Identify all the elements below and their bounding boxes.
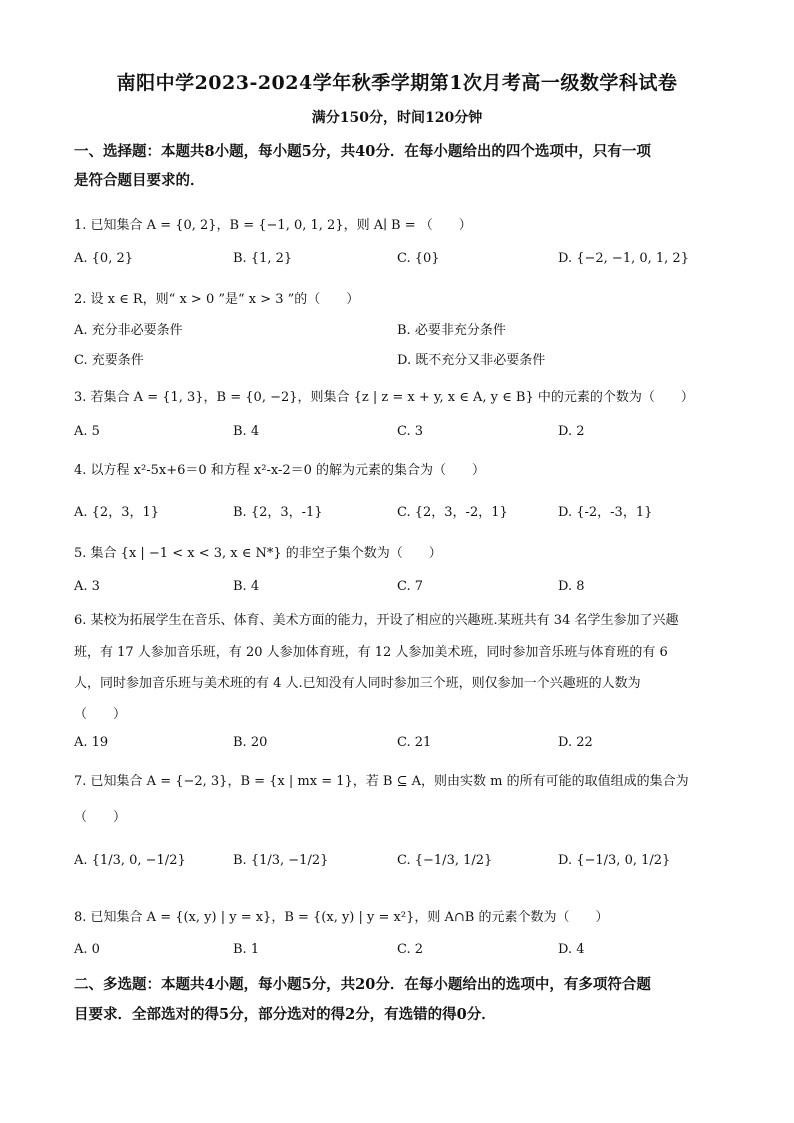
section-heading-2: 二、多选题：本题共4小题，每小题5分，共20分．在每小题给出的选项中，有多项符合题 <box>74 976 651 993</box>
q6-option-b: B. 20 <box>233 735 268 750</box>
q5-option-d: D. 8 <box>558 579 585 594</box>
q7-option-c: C. {−1/3, 1/2} <box>397 853 493 868</box>
page-subtitle: 满分150分，时间120分钟 <box>311 110 483 126</box>
q7-option-a: A. {1/3, 0, −1/2} <box>74 853 186 868</box>
page-title: 南阳中学2023-2024学年秋季学期第1次月考高一级数学科试卷 <box>116 72 678 94</box>
q5-option-b: B. 4 <box>233 579 260 594</box>
q6-option-c: C. 21 <box>397 735 432 750</box>
q1-option-c: C. {0} <box>397 251 440 266</box>
q1-option-b: B. {1, 2} <box>233 251 293 266</box>
q6-option-a: A. 19 <box>74 735 109 750</box>
q2-option-b: B. 必要非充分条件 <box>397 323 506 338</box>
q5-option-c: C. 7 <box>397 579 424 594</box>
question-6-line-2: 班，有 17 人参加音乐班，有 20 人参加体育班，有 12 人参加美术班，同时参加音乐班与体育班的有 6 <box>74 645 668 660</box>
question-6-line-4: （ ） <box>74 707 127 722</box>
q3-option-d: D. 2 <box>558 424 585 439</box>
q4-option-a: A. {2，3，1} <box>74 505 160 520</box>
question-2: 2. 设 x ∈ R，则“ x > 0 ”是“ x > 3 ”的（ ） <box>74 292 360 307</box>
question-7-line-1: 7. 已知集合 A = {−2, 3}，B = {x | mx = 1}，若 B ⊆ A，则由实数 m 的所有可能的取值组成的集合为 <box>74 774 689 789</box>
q3-option-b: B. 4 <box>233 424 260 439</box>
question-1: 1. 已知集合 A = {0, 2}，B = {−1, 0, 1, 2}，则 A∣ B = （ ） <box>74 218 472 233</box>
q6-option-d: D. 22 <box>558 735 593 750</box>
q7-option-b: B. {1/3, −1/2} <box>233 853 329 868</box>
q3-option-a: A. 5 <box>74 424 100 439</box>
q4-option-d: D. {-2，-3，1} <box>558 505 653 520</box>
q2-option-d: D. 既不充分又非必要条件 <box>397 353 546 368</box>
q4-option-c: C. {2，3，-2，1} <box>397 505 508 520</box>
question-6-line-3: 人，同时参加音乐班与美术班的有 4 人.已知没有人同时参加三个班，则仅参加一个兴趣班的人数为 <box>74 676 641 691</box>
question-8: 8. 已知集合 A = {(x, y) | y = x}，B = {(x, y) | y = x²}，则 A∩B 的元素个数为（ ） <box>74 910 609 925</box>
q2-option-c: C. 充要条件 <box>74 353 144 368</box>
section-heading-1: 一、选择题：本题共8小题，每小题5分，共40分．在每小题给出的四个选项中，只有一项 <box>74 143 651 160</box>
q1-option-a: A. {0, 2} <box>74 251 134 266</box>
q2-option-a: A. 充分非必要条件 <box>74 323 183 338</box>
q5-option-a: A. 3 <box>74 579 100 594</box>
question-4: 4. 以方程 x²-5x+6＝0 和方程 x²-x-2＝0 的解为元素的集合为（ ） <box>74 463 486 478</box>
question-5: 5. 集合 {x | −1 < x < 3, x ∈ N*} 的非空子集个数为（ ） <box>74 546 442 561</box>
q8-option-c: C. 2 <box>397 942 424 957</box>
q7-option-d: D. {−1/3, 0, 1/2} <box>558 853 671 868</box>
question-3: 3. 若集合 A = {1, 3}，B = {0, −2}，则集合 {z | z = x + y, x ∈ A, y ∈ B} 中的元素的个数为（ ） <box>74 390 694 405</box>
question-6-line-1: 6. 某校为拓展学生在音乐、体育、美术方面的能力，开设了相应的兴趣班.某班共有 34 名学生参加了兴趣 <box>74 613 679 628</box>
section-heading-1-cont: 是符合题目要求的． <box>74 172 205 189</box>
q3-option-c: C. 3 <box>397 424 424 439</box>
q8-option-d: D. 4 <box>558 942 585 957</box>
q8-option-b: B. 1 <box>233 942 260 957</box>
question-7-line-2: （ ） <box>74 810 127 825</box>
q1-option-d: D. {−2, −1, 0, 1, 2} <box>558 251 689 266</box>
section-heading-2-cont: 目要求．全部选对的得5分，部分选对的得2分，有选错的得0分． <box>74 1006 496 1023</box>
q4-option-b: B. {2，3，-1} <box>233 505 323 520</box>
q8-option-a: A. 0 <box>74 942 100 957</box>
